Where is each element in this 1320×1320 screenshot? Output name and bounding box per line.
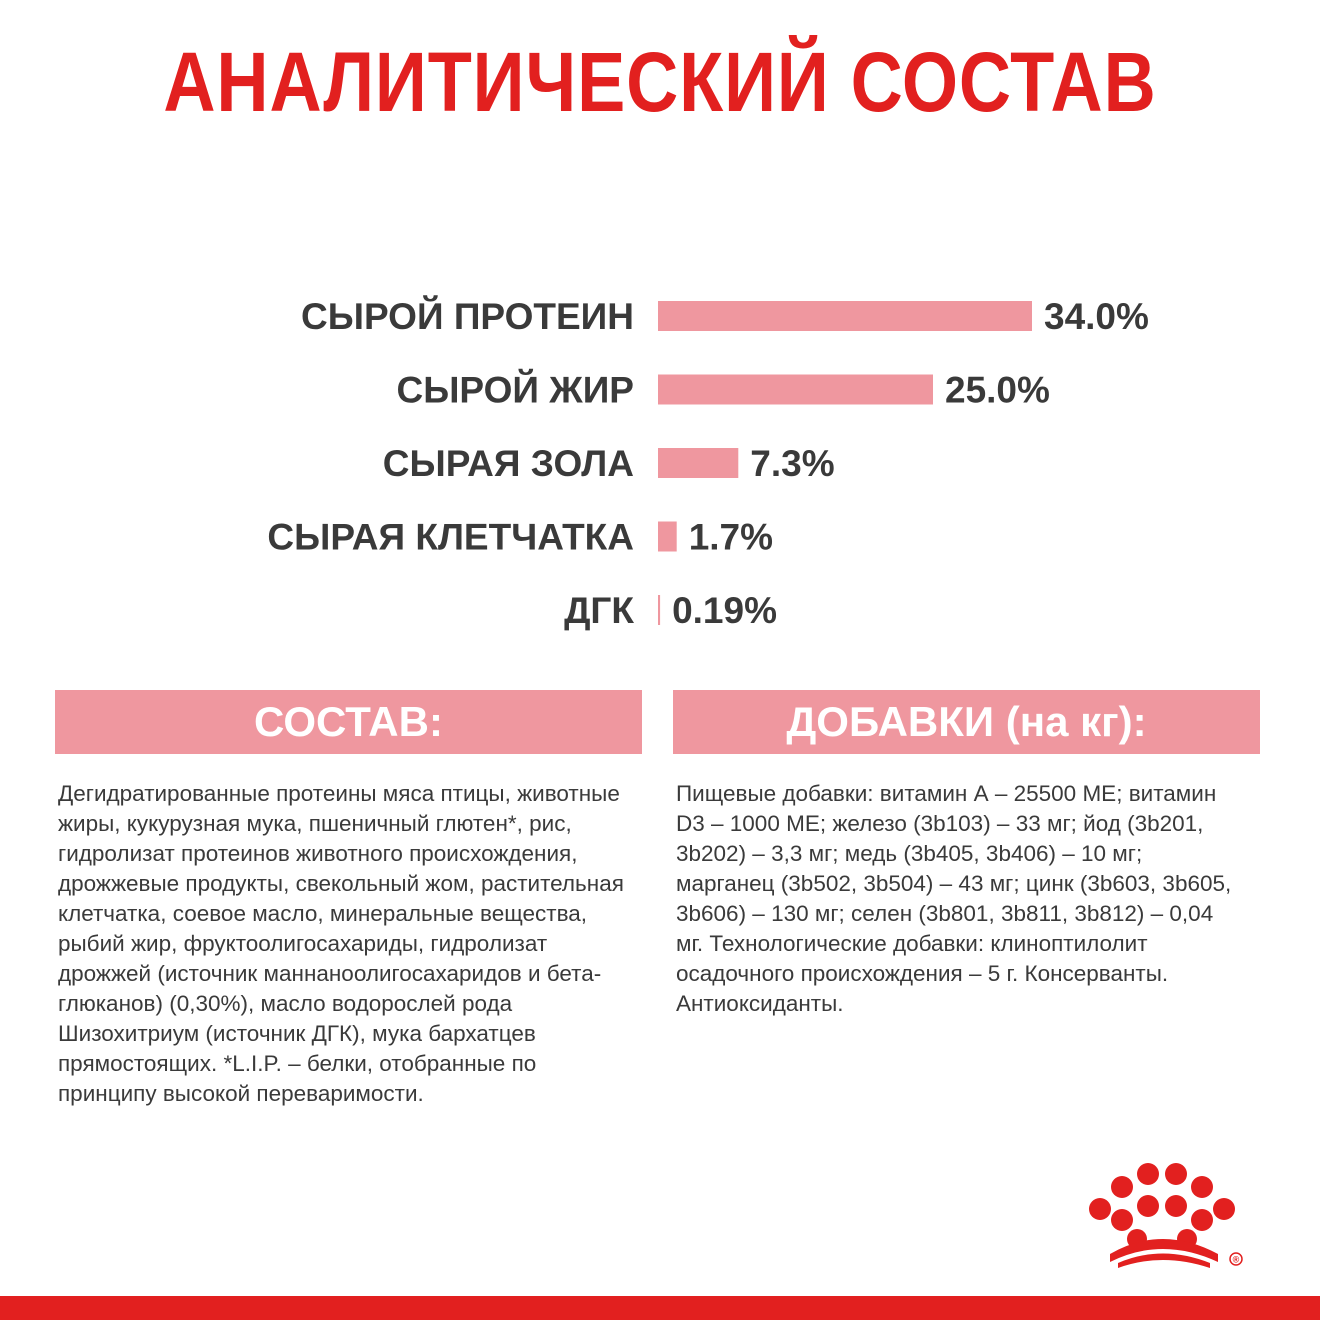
value-label: 34.0%: [1044, 296, 1149, 337]
bar: [658, 522, 677, 552]
value-label: 0.19%: [672, 590, 778, 631]
page-title: АНАЛИТИЧЕСКИЙ СОСТАВ: [163, 35, 1157, 129]
bar: [658, 301, 1032, 331]
category-label: СЫРОЙ ЖИР: [396, 369, 634, 411]
category-label: СЫРАЯ КЛЕТЧАТКА: [267, 516, 634, 558]
royal-canin-crown-icon: [1080, 1162, 1260, 1272]
value-label: 1.7%: [688, 516, 774, 558]
composition-text: Дегидратированные протеины мяса птицы, животные жиры, кукурузная мука, пшеничный глютен*, рис, гидролизат протеинов животного происхождения, дрожжевые продукты, свекольный жом, растительная клетчатка, соевое масло, минеральные вещества, рыбий жир, фруктоолигосахариды, гидролизат дрожжей (источник маннаноолигосахаридов и бета-глюканов) (0,30%), масло водорослей рода Шизохитриум (источник ДГК), мука бархатцев прямостоящих. *L.I.P. – белки, отобранные по принципу высокой переваримости.: [58, 781, 624, 1106]
nutrient-bar-chart: [0, 270, 1320, 650]
category-label: СЫРОЙ ПРОТЕИН: [301, 296, 634, 337]
registered-mark: ®: [1232, 1254, 1240, 1265]
bottom-brand-bar: [0, 1296, 1320, 1320]
category-label: СЫРАЯ ЗОЛА: [382, 443, 634, 484]
value-label: 7.3%: [750, 443, 835, 484]
bar: [658, 375, 933, 405]
bar: [658, 595, 660, 625]
additives-header: ДОБАВКИ (на кг):: [673, 690, 1260, 754]
bar: [658, 448, 738, 478]
additives-text: Пищевые добавки: витамин А – 25500 МЕ; витамин D3 – 1000 МЕ; железо (3b103) – 33 мг; йод (3b201, 3b202) – 3,3 мг; медь (3b405, 3b406) – 10 мг; марганец (3b502, 3b504) – 43 мг; цинк (3b603, 3b605, 3b606) – 130 мг; селен (3b801, 3b811, 3b812) – 0,04 мг. Технологические добавки: клиноптилолит осадочного происхождения – 5 г. Консерванты. Антиоксиданты.: [676, 781, 1232, 1016]
composition-header: СОСТАВ:: [55, 690, 642, 754]
value-label: 25.0%: [945, 369, 1050, 411]
category-label: ДГК: [564, 590, 634, 631]
